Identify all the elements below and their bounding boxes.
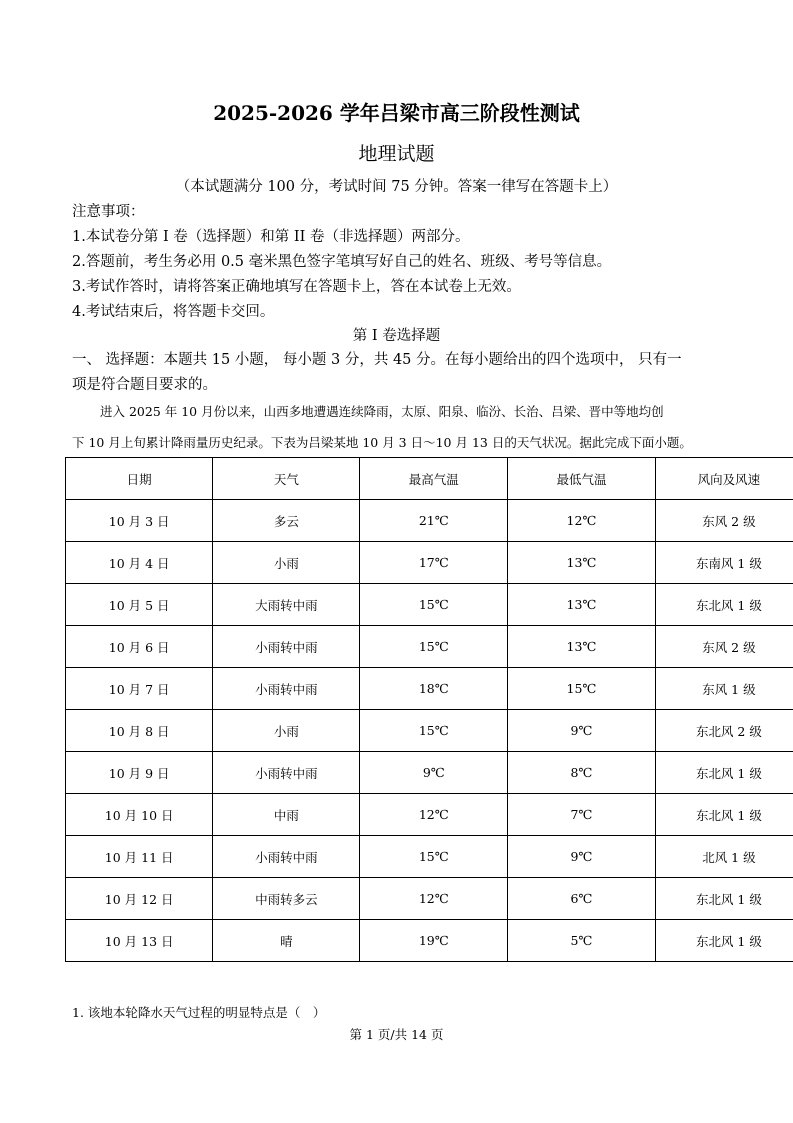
header-weather: 天气: [213, 458, 360, 500]
max-temp-cell: 15℃: [360, 710, 508, 752]
notice-item-3: 3.考试作答时，请将答案正确地填写在答题卡上，答在本试卷上无效。: [72, 279, 521, 295]
wind-cell: 东北风 1 级: [655, 752, 793, 794]
wind-cell: 东南风 1 级: [655, 542, 793, 584]
table-row: [66, 878, 793, 920]
table-row: [66, 542, 793, 584]
min-temp-cell: 13℃: [508, 584, 656, 626]
wind-cell: 东风 2 级: [655, 500, 793, 542]
weather-cell: 大雨转中雨: [213, 584, 360, 626]
weather-cell: 小雨转中雨: [213, 626, 360, 668]
max-temp-cell: 15℃: [360, 626, 508, 668]
date-cell: 10 月 7 日: [66, 668, 213, 710]
max-temp-cell: 12℃: [360, 878, 508, 920]
header-wind: 风向及风速: [655, 458, 793, 500]
table-row: [66, 752, 793, 794]
wind-cell: 东北风 1 级: [655, 794, 793, 836]
notice-item-2: 2.答题前，考生务必用 0.5 毫米黑色签字笔填写好自己的姓名、班级、考号等信息。: [72, 254, 612, 270]
table-header-row: [66, 458, 793, 500]
max-temp-cell: 18℃: [360, 668, 508, 710]
header-max-temp: 最高气温: [360, 458, 508, 500]
notice-item-4: 4.考试结束后，将答题卡交回。: [72, 304, 275, 320]
section-instructions-line-2: 项是符合题目要求的。: [72, 377, 217, 393]
min-temp-cell: 6℃: [508, 878, 656, 920]
weather-table: [65, 457, 793, 962]
table-row: [66, 500, 793, 542]
max-temp-cell: 12℃: [360, 794, 508, 836]
min-temp-cell: 7℃: [508, 794, 656, 836]
table-row: [66, 836, 793, 878]
exam-subject: 地理试题: [358, 143, 435, 165]
date-cell: 10 月 12 日: [66, 878, 213, 920]
max-temp-cell: 15℃: [360, 836, 508, 878]
min-temp-cell: 9℃: [508, 836, 656, 878]
table-row: [66, 584, 793, 626]
max-temp-cell: 15℃: [360, 584, 508, 626]
weather-table-body: [66, 500, 793, 962]
date-cell: 10 月 6 日: [66, 626, 213, 668]
min-temp-cell: 13℃: [508, 626, 656, 668]
page-footer: 第 1 页/共 14 页: [349, 1027, 444, 1042]
table-row: [66, 668, 793, 710]
table-row: [66, 710, 793, 752]
weather-cell: 小雨: [213, 710, 360, 752]
question-1: 1. 该地本轮降水天气过程的明显特点是（ ）: [72, 1005, 326, 1020]
date-cell: 10 月 8 日: [66, 710, 213, 752]
wind-cell: 东风 1 级: [655, 668, 793, 710]
date-cell: 10 月 9 日: [66, 752, 213, 794]
table-row: [66, 794, 793, 836]
passage-line-1: 进入 2025 年 10 月份以来，山西多地遭遇连续降雨，太原、阳泉、临汾、长治、吕梁、晋中等地均创: [100, 404, 664, 419]
weather-cell: 小雨转中雨: [213, 836, 360, 878]
notice-heading: 注意事项：: [72, 204, 145, 220]
max-temp-cell: 21℃: [360, 500, 508, 542]
wind-cell: 东北风 1 级: [655, 584, 793, 626]
section-title: 第 I 卷选择题: [352, 328, 441, 344]
passage-line-2: 下 10 月上旬累计降雨量历史纪录。下表为吕梁某地 10 月 3 日～10 月 13 日的天气状况。据此完成下面小题。: [72, 435, 692, 450]
weather-cell: 中雨转多云: [213, 878, 360, 920]
wind-cell: 东北风 1 级: [655, 920, 793, 962]
date-cell: 10 月 3 日: [66, 500, 213, 542]
weather-cell: 小雨: [213, 542, 360, 584]
weather-cell: 中雨: [213, 794, 360, 836]
notice-item-1: 1.本试卷分第 I 卷（选择题）和第 II 卷（非选择题）两部分。: [72, 229, 470, 245]
table-row: [66, 626, 793, 668]
date-cell: 10 月 13 日: [66, 920, 213, 962]
page-title: 2025-2026 学年吕梁市高三阶段性测试: [213, 101, 580, 125]
exam-info: （本试题满分 100 分，考试时间 75 分钟。答案一律写在答题卡上）: [175, 179, 618, 195]
date-cell: 10 月 11 日: [66, 836, 213, 878]
max-temp-cell: 17℃: [360, 542, 508, 584]
min-temp-cell: 15℃: [508, 668, 656, 710]
section-instructions-line-1: 一、 选择题：本题共 15 小题， 每小题 3 分，共 45 分。在每小题给出的四个选项中， 只有一: [72, 352, 682, 368]
min-temp-cell: 12℃: [508, 500, 656, 542]
date-cell: 10 月 4 日: [66, 542, 213, 584]
wind-cell: 东北风 2 级: [655, 710, 793, 752]
date-cell: 10 月 5 日: [66, 584, 213, 626]
min-temp-cell: 9℃: [508, 710, 656, 752]
weather-cell: 小雨转中雨: [213, 752, 360, 794]
min-temp-cell: 5℃: [508, 920, 656, 962]
wind-cell: 北风 1 级: [655, 836, 793, 878]
weather-cell: 小雨转中雨: [213, 668, 360, 710]
min-temp-cell: 8℃: [508, 752, 656, 794]
wind-cell: 东风 2 级: [655, 626, 793, 668]
wind-cell: 东北风 1 级: [655, 878, 793, 920]
table-row: [66, 920, 793, 962]
weather-cell: 多云: [213, 500, 360, 542]
max-temp-cell: 9℃: [360, 752, 508, 794]
max-temp-cell: 19℃: [360, 920, 508, 962]
min-temp-cell: 13℃: [508, 542, 656, 584]
header-date: 日期: [66, 458, 213, 500]
date-cell: 10 月 10 日: [66, 794, 213, 836]
header-min-temp: 最低气温: [508, 458, 656, 500]
weather-cell: 晴: [213, 920, 360, 962]
